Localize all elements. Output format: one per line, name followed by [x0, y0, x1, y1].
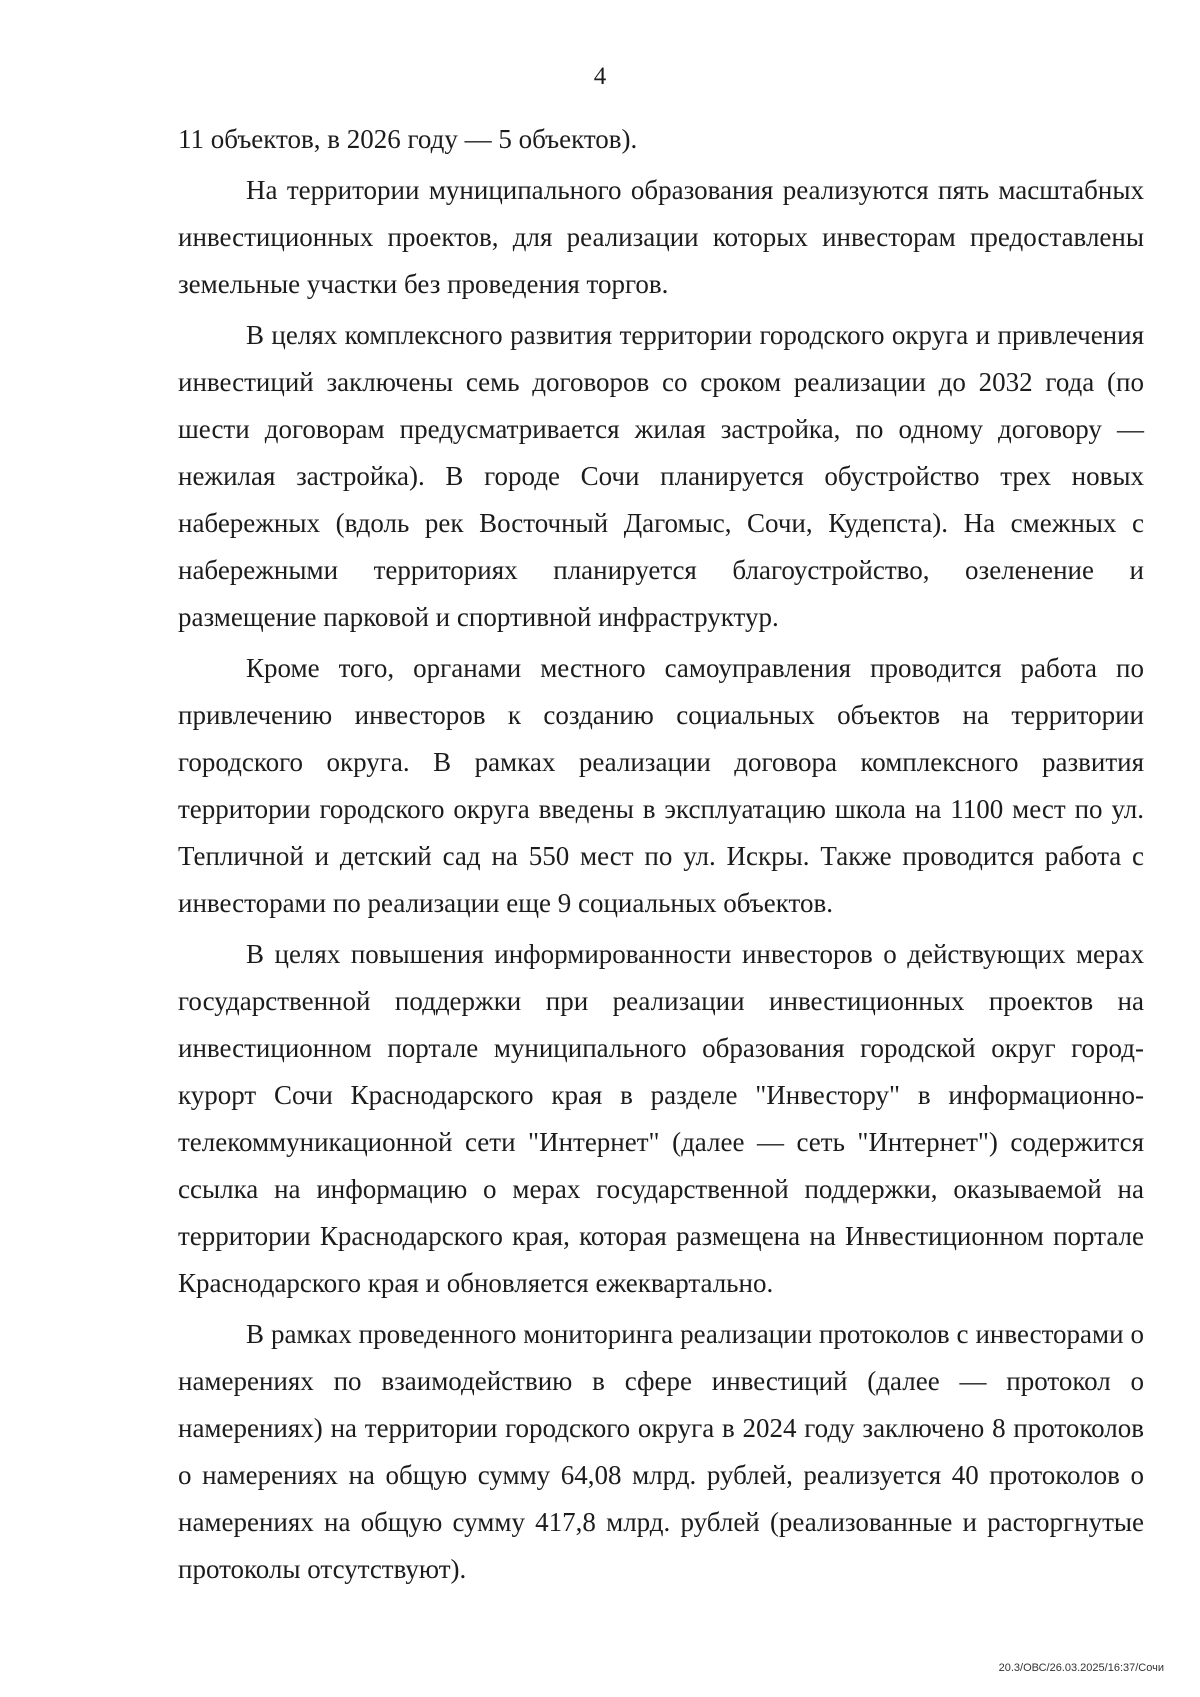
- paragraph-investor-information: В целях повышения информированности инвесторов о действующих мерах государственной поддержки при реализации инвестиционных проектов на инвестиционном портале муниципального образования городской округ город-курорт Сочи Краснодарского края в разделе "Инвестору" в информационно-телекоммуникационной сети "Интернет" (далее — сеть "Интернет") содержится ссылка на информацию о мерах государственной поддержки, оказываемой на территории Краснодарского края, которая размещена на Инвестиционном портале Краснодарского края и обновляется ежеквартально.: [178, 939, 1144, 1298]
- document-body: [178, 116, 1144, 1593]
- paragraph-investment-projects: На территории муниципального образования реализуются пять масштабных инвестиционных проектов, для реализации которых инвесторам предоставлены земельные участки без проведения торгов.: [178, 175, 1144, 299]
- paragraph-protocols-monitoring: В рамках проведенного мониторинга реализации протоколов с инвесторами о намерениях по взаимодействию в сфере инвестиций (далее — протокол о намерениях) на территории городского округа в 2024 году заключено 8 протоколов о намерениях на общую сумму 64,08 млрд. рублей, реализуется 40 протоколов о намерениях на общую сумму 417,8 млрд. рублей (реализованные и расторгнутые протоколы отсутствуют).: [178, 1319, 1144, 1584]
- document-stamp: 20.3/ОВС/26.03.2025/16:37/Сочи: [998, 1662, 1164, 1674]
- paragraph-continuation: 11 объектов, в 2026 году — 5 объектов).: [178, 124, 638, 154]
- paragraph-social-objects: Кроме того, органами местного самоуправления проводится работа по привлечению инвесторов к созданию социальных объектов на территории городского округа. В рамках реализации договора комплексного развития территории городского округа введены в эксплуатацию школа на 1100 мест по ул. Тепличной и детский сад на 550 мест по ул. Искры. Также проводится работа с инвесторами по реализации еще 9 социальных объектов.: [178, 653, 1144, 918]
- page-number: 4: [593, 63, 607, 90]
- paragraph-complex-development: В целях комплексного развития территории городского округа и привлечения инвестиций заключены семь договоров со сроком реализации до 2032 года (по шести договорам предусматривается жилая застройка, по одному договору — нежилая застройка). В городе Сочи планируется обустройство трех новых набережных (вдоль рек Восточный Дагомыс, Сочи, Кудепста). На смежных с набережными территориях планируется благоустройство, озеленение и размещение парковой и спортивной инфраструктур.: [178, 320, 1144, 632]
